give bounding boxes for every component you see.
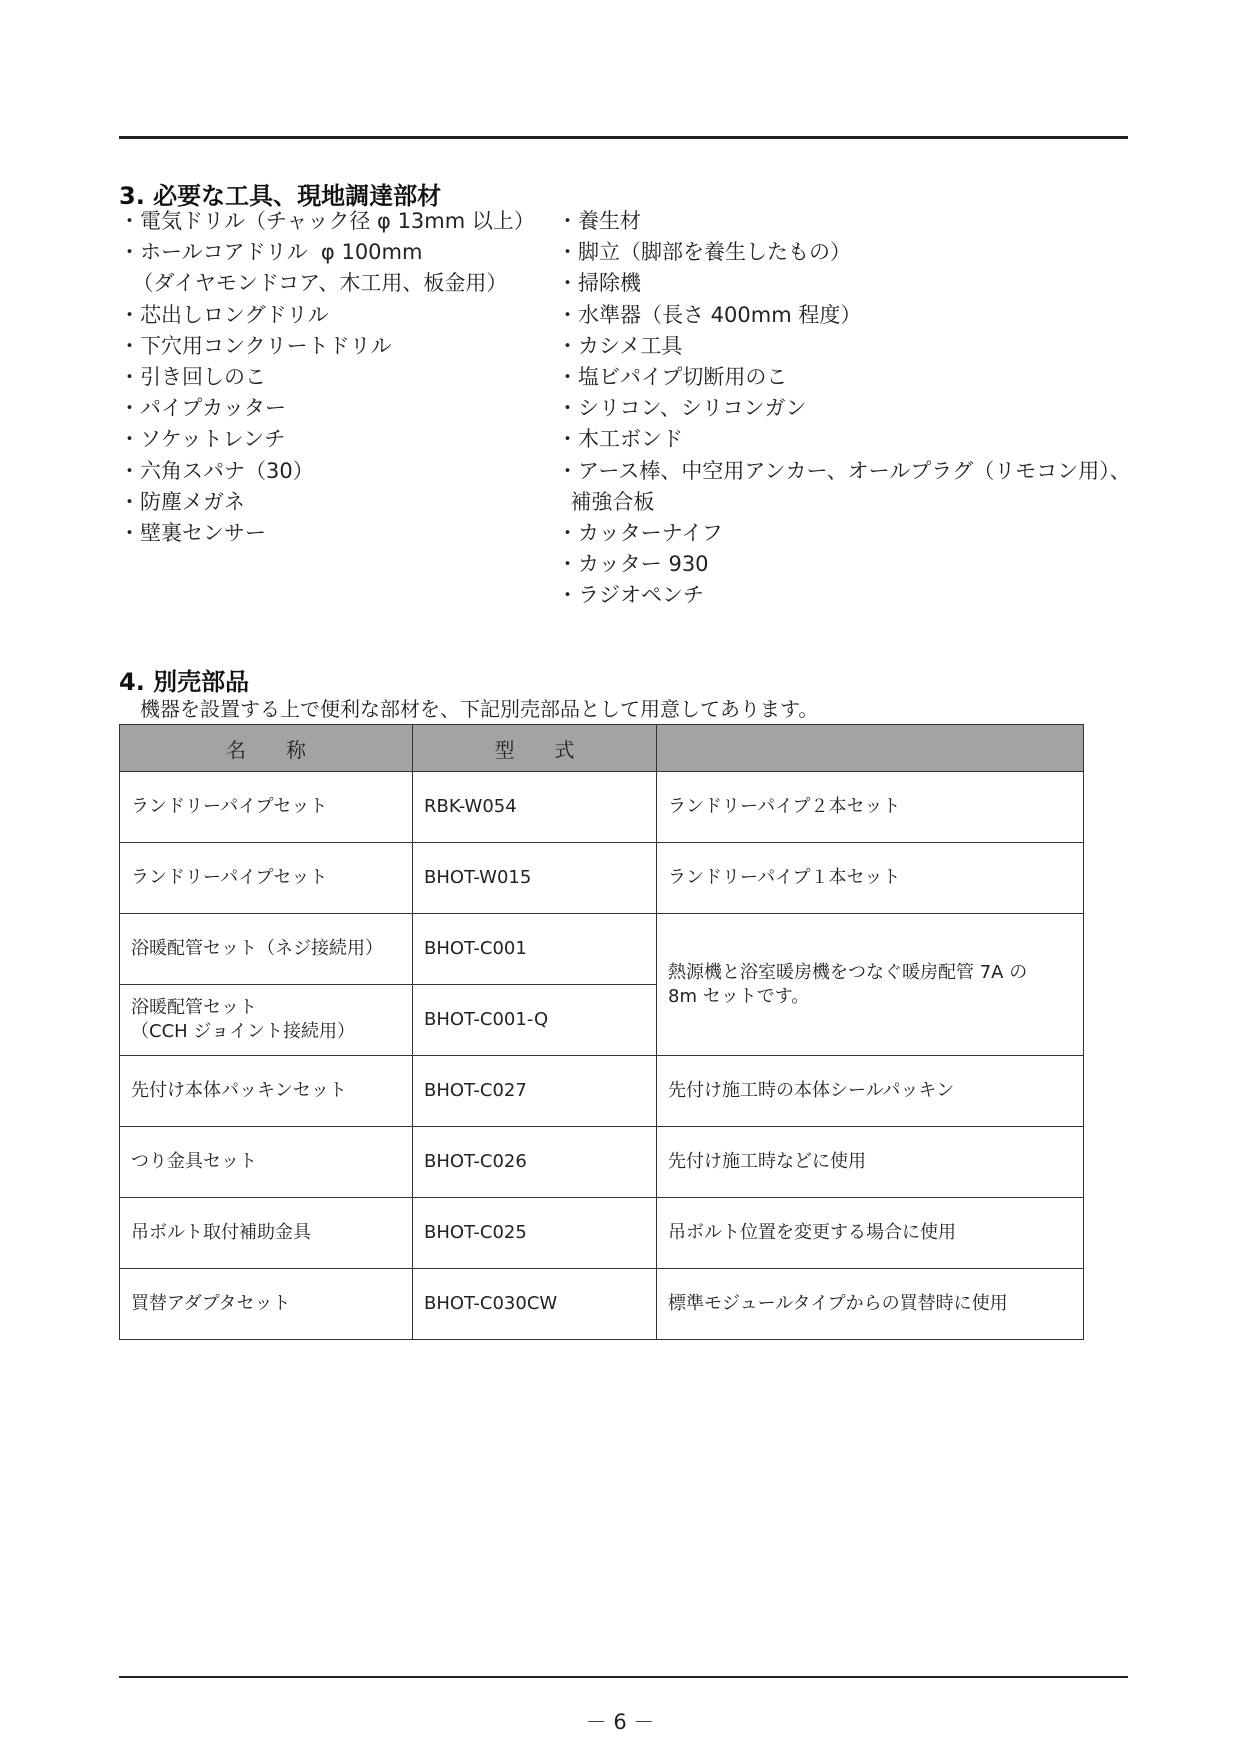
list-item: ・脚立（脚部を養生したもの）	[557, 240, 851, 265]
header-description	[657, 725, 1084, 772]
page-number: － 6 －	[585, 1710, 655, 1734]
table-row	[120, 1127, 1084, 1198]
part-description: 標準モジュールタイプからの買替時に使用	[657, 1269, 1084, 1340]
part-name: ランドリーパイプセット	[120, 843, 413, 914]
part-model: BHOT-C001	[413, 914, 657, 985]
table-row	[120, 1056, 1084, 1127]
part-description: 熱源機と浴室暖房機をつなぐ暖房配管 7A の 8m セットです。	[657, 914, 1084, 1056]
part-model: BHOT-W015	[413, 843, 657, 914]
part-name: 買替アダプタセット	[120, 1269, 413, 1340]
list-item: ・下穴用コンクリートドリル	[119, 333, 392, 358]
section-4-intro: 機器を設置する上で便利な部材を、下記別売部品として用意してあります。	[140, 697, 819, 721]
list-item: ・ホールコアドリル φ 100mm	[119, 240, 423, 265]
list-item: ・塩ビパイプ切断用のこ	[557, 365, 788, 390]
part-name: 吊ボルト取付補助金具	[120, 1198, 413, 1269]
part-model: BHOT-C001-Q	[413, 985, 657, 1056]
top-divider	[119, 136, 1128, 139]
list-item: ・カシメ工具	[557, 333, 683, 358]
list-item: ・ソケットレンチ	[119, 427, 286, 452]
table-header-row	[120, 725, 1084, 772]
section-4-heading: 4. 別売部品	[119, 668, 250, 696]
list-item: ・六角スパナ（30）	[119, 458, 314, 483]
tools-list-left	[119, 206, 535, 549]
header-model: 型 式	[413, 725, 657, 772]
part-description: ランドリーパイプ１本セット	[657, 843, 1084, 914]
part-name: 浴暖配管セット（ネジ接続用）	[120, 914, 413, 985]
list-item: ・壁裏センサー	[119, 521, 266, 546]
part-description: 先付け施工時などに使用	[657, 1127, 1084, 1198]
list-item: ・シリコン、シリコンガン	[557, 396, 807, 421]
part-name: ランドリーパイプセット	[120, 772, 413, 843]
list-item: ・パイプカッター	[119, 396, 286, 421]
list-item: ・ラジオペンチ	[557, 583, 704, 608]
list-item: ・引き回しのこ	[119, 365, 266, 390]
header-name: 名 称	[120, 725, 413, 772]
table-row	[120, 914, 1084, 985]
table-row	[120, 843, 1084, 914]
part-model: BHOT-C030CW	[413, 1269, 657, 1340]
tools-list-right	[557, 206, 1131, 612]
table-row	[120, 772, 1084, 843]
list-item: ・水準器（長さ 400mm 程度）	[557, 302, 862, 327]
table-row	[120, 1198, 1084, 1269]
list-item: ・芯出しロングドリル	[119, 302, 329, 327]
list-item: （ダイヤモンドコア、木工用、板金用）	[119, 271, 508, 296]
part-model: BHOT-C026	[413, 1127, 657, 1198]
list-item: 補強合板	[557, 489, 655, 514]
list-item: ・カッター 930	[557, 552, 709, 577]
part-description: ランドリーパイプ２本セット	[657, 772, 1084, 843]
list-item: ・養生材	[557, 209, 641, 233]
part-description: 吊ボルト位置を変更する場合に使用	[657, 1198, 1084, 1269]
list-item: ・木工ボンド	[557, 427, 683, 452]
part-model: BHOT-C027	[413, 1056, 657, 1127]
list-item: ・アース棒、中空用アンカー、オールプラグ（リモコン用）、	[557, 458, 1131, 483]
optional-parts-table	[119, 724, 1084, 1340]
part-model: BHOT-C025	[413, 1198, 657, 1269]
part-name: 浴暖配管セット （CCH ジョイント接続用）	[120, 985, 413, 1056]
part-model: RBK-W054	[413, 772, 657, 843]
part-name: 先付け本体パッキンセット	[120, 1056, 413, 1127]
list-item: ・防塵メガネ	[119, 489, 245, 514]
list-item: ・カッターナイフ	[557, 521, 723, 546]
part-description: 先付け施工時の本体シールパッキン	[657, 1056, 1084, 1127]
list-item: ・電気ドリル（チャック径 φ 13mm 以上）	[119, 209, 535, 233]
table-row	[120, 1269, 1084, 1340]
part-name: つり金具セット	[120, 1127, 413, 1198]
section-3-heading: 3. 必要な工具、現地調達部材	[119, 182, 442, 210]
list-item: ・掃除機	[557, 271, 641, 296]
bottom-divider	[119, 1676, 1128, 1678]
